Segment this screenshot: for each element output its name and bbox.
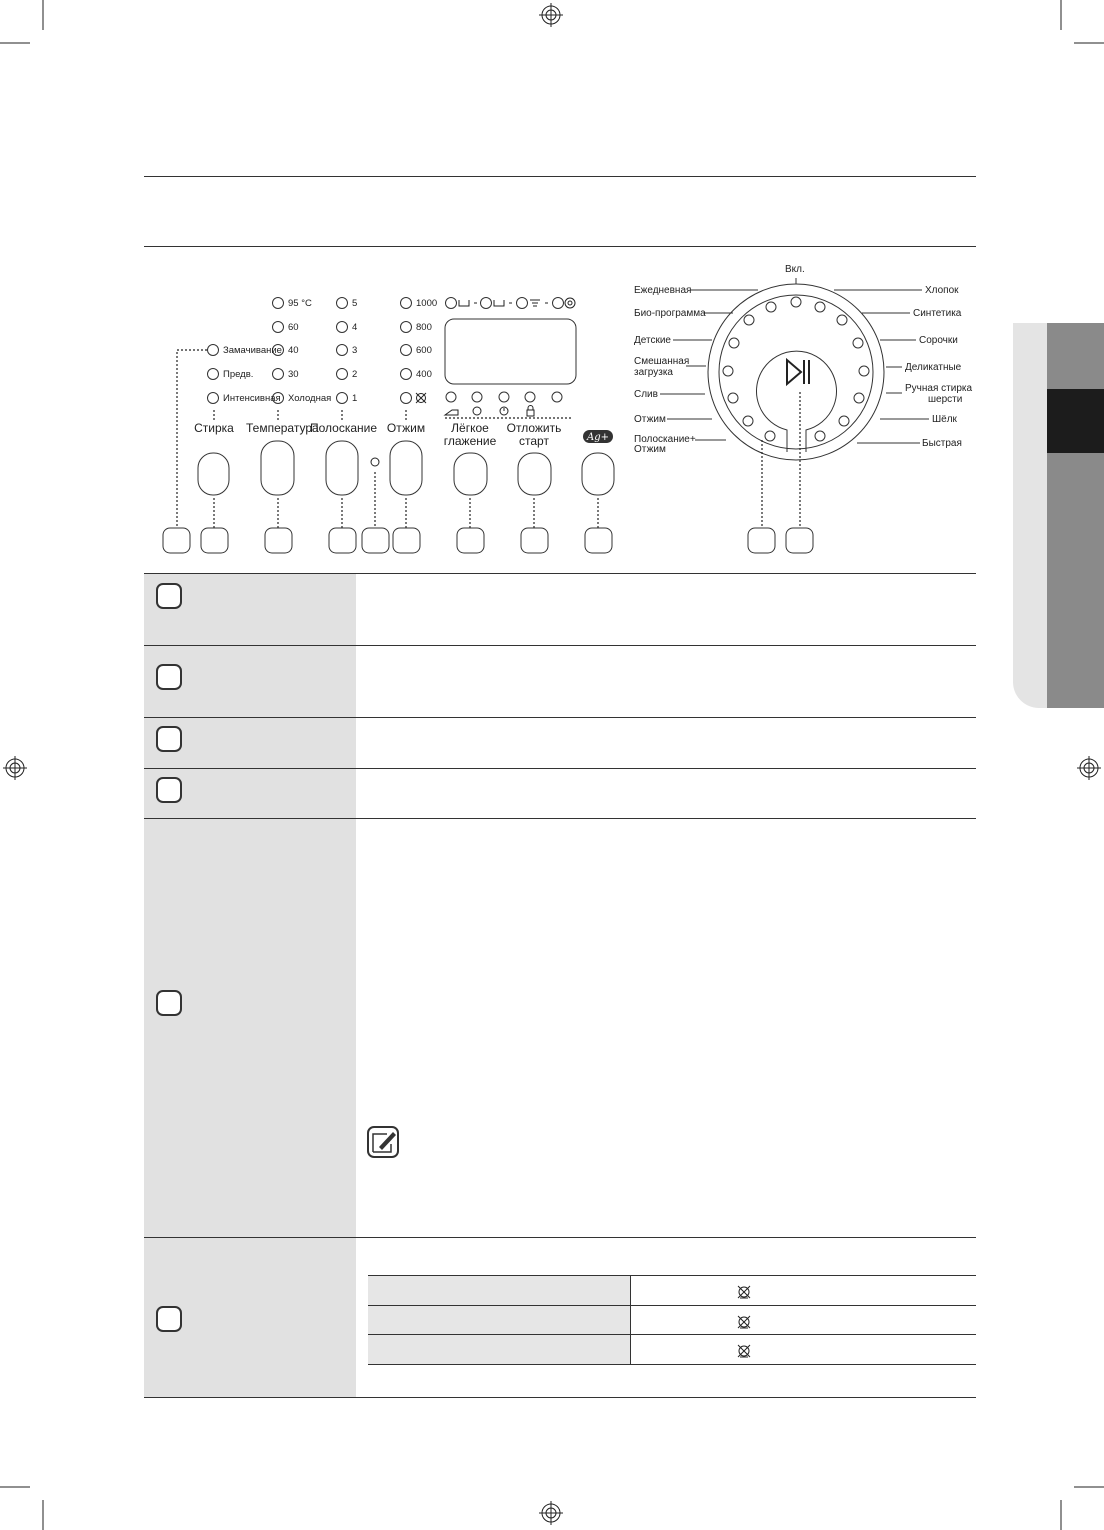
- dial-program-label: шерсти: [928, 394, 963, 405]
- table-row: [144, 718, 976, 769]
- easy-iron-button-label: Лёгкое глажение: [443, 421, 497, 448]
- wash-option-intensive: Интенсивная: [223, 393, 281, 404]
- silver-wash-icon: [583, 430, 613, 443]
- dial-program-label: Деликатные: [905, 362, 962, 373]
- dial-program-label: Отжим: [634, 414, 666, 425]
- dial-program-label: Хлопок: [925, 285, 959, 296]
- dial-program-label: Ручная стирка: [905, 383, 973, 394]
- dial-program-label: Смешанная: [634, 356, 690, 367]
- spin-option: 1000: [416, 298, 438, 309]
- spin-option: 400: [416, 369, 432, 380]
- dial-program-label: загрузка: [634, 367, 673, 378]
- temp-option: 95 °C: [288, 298, 312, 309]
- callout-number-box: [156, 777, 182, 803]
- callout-number-box: [156, 726, 182, 752]
- temperature-button-label: Температура: [246, 421, 319, 435]
- temp-option: Холодная: [288, 393, 332, 404]
- callout-number-box: [156, 664, 182, 690]
- rinse-option: 3: [352, 345, 358, 356]
- dial-program-label: Полоскание+: [634, 434, 696, 445]
- rinse-option: 1: [352, 393, 358, 404]
- table-row: [144, 819, 976, 1238]
- dial-program-label: Био-программа: [634, 308, 706, 319]
- delay-start-button-label: Отложить старт: [506, 421, 562, 448]
- no-spin-icon: [416, 393, 426, 403]
- svg-text:Ag+: Ag+: [586, 432, 610, 443]
- dial-power-label: Вкл.: [785, 264, 805, 275]
- temp-option: 30: [288, 369, 299, 380]
- spin-table: [368, 1275, 976, 1366]
- table-row: [144, 574, 976, 646]
- callout-number-box: [156, 583, 182, 609]
- temp-option: 40: [288, 345, 299, 356]
- rinse-option: 5: [352, 298, 358, 309]
- callout-number-box: [156, 990, 182, 1016]
- table-row: [144, 769, 976, 819]
- dial-program-label: Сорочки: [919, 335, 958, 346]
- dial-program-label: Детские: [634, 335, 671, 346]
- play-pause-icon: [787, 360, 809, 384]
- temp-option: 60: [288, 322, 299, 333]
- dial-program-label: Ежедневная: [634, 285, 692, 296]
- dial-program-label: Быстрая: [922, 438, 962, 449]
- table-row: [144, 646, 976, 718]
- spin-option: 600: [416, 345, 432, 356]
- dial-program-label: Отжим: [634, 444, 666, 455]
- spin-button-label: Отжим: [386, 421, 426, 435]
- spin-option: 800: [416, 322, 432, 333]
- dial-program-label: Шёлк: [932, 414, 957, 425]
- rinse-button-label: Полоскание: [310, 421, 378, 435]
- rinse-option: 2: [352, 369, 358, 380]
- note-pencil-icon: [367, 1126, 399, 1158]
- wash-option-soak: Замачивание: [223, 345, 282, 356]
- dial-program-label: Слив: [634, 389, 658, 400]
- rinse-option: 4: [352, 322, 358, 333]
- table-row: [144, 1238, 976, 1398]
- callout-number-box: [156, 1306, 182, 1332]
- dial-program-label: Синтетика: [913, 308, 962, 319]
- wash-option-prewash: Предв.: [223, 369, 254, 380]
- wash-button-label: Стирка: [194, 421, 234, 435]
